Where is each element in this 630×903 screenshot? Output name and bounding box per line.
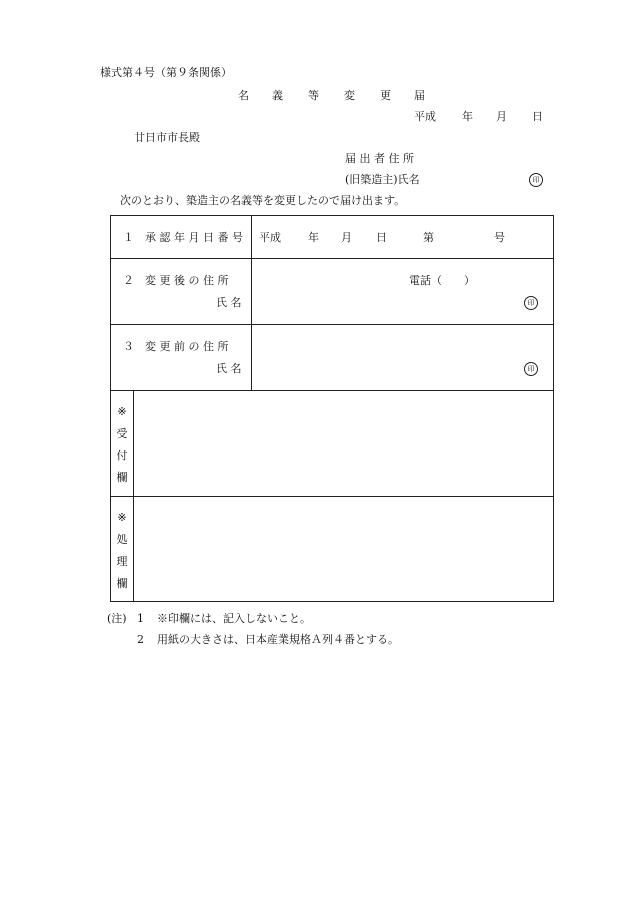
- old-name-label: 氏 名: [216, 362, 242, 375]
- reception-char: 付: [116, 449, 128, 462]
- phone-field[interactable]: 電話（ ）: [409, 274, 475, 287]
- note-number: 2: [137, 633, 144, 646]
- era-label: 平成: [414, 110, 436, 123]
- title-char: 義: [272, 89, 283, 102]
- applicant-name-label: (旧築造主)氏名: [345, 173, 420, 186]
- reception-char: 受: [116, 427, 128, 440]
- form-table: [110, 215, 554, 602]
- seal-icon: 印: [524, 362, 538, 376]
- year-label: 年: [462, 110, 473, 123]
- reception-char: 欄: [116, 471, 128, 484]
- note-number: 1: [137, 612, 144, 625]
- title-char: 名: [238, 89, 249, 102]
- seal-icon: 印: [524, 296, 538, 310]
- title-char: 更: [380, 89, 391, 102]
- processing-area[interactable]: [135, 498, 553, 600]
- reference-mark: ※: [117, 405, 127, 418]
- old-address-label: ３ 変 更 前 の 住 所: [123, 340, 229, 353]
- era-label: 平成: [259, 231, 281, 244]
- form-number: 様式第４号（第９条関係）: [100, 66, 232, 79]
- day-label: 日: [376, 231, 387, 244]
- new-name-label: 氏 名: [216, 296, 242, 309]
- reception-area[interactable]: [135, 392, 553, 494]
- day-label: 日: [532, 110, 543, 123]
- addressee: 廿日市市長殿: [134, 131, 200, 144]
- note-text: ※印欄には、記入しないこと。: [157, 612, 311, 625]
- note-text: 用紙の大きさは、日本産業規格Ａ列４番とする。: [157, 633, 399, 646]
- reference-mark: ※: [117, 511, 127, 524]
- intro-text: 次のとおり、築造主の名義等を変更したので届け出ます。: [120, 194, 406, 207]
- title-char: 変: [344, 89, 355, 102]
- year-label: 年: [308, 231, 319, 244]
- processing-char: 処: [116, 533, 128, 546]
- title-char: 届: [414, 89, 425, 102]
- approval-label: １ 承 認 年 月 日 番 号: [123, 231, 243, 244]
- processing-char: 欄: [116, 577, 128, 590]
- processing-char: 理: [116, 555, 128, 568]
- new-address-label: ２ 変 更 後 の 住 所: [123, 274, 229, 287]
- seal-icon: 印: [529, 173, 543, 187]
- title-char: 等: [308, 89, 319, 102]
- number-prefix: 第: [423, 231, 434, 244]
- notes-prefix: (注): [107, 612, 127, 625]
- month-label: 月: [496, 110, 507, 123]
- month-label: 月: [341, 231, 352, 244]
- applicant-address-label: 届 出 者 住 所: [345, 152, 414, 165]
- number-suffix: 号: [494, 231, 505, 244]
